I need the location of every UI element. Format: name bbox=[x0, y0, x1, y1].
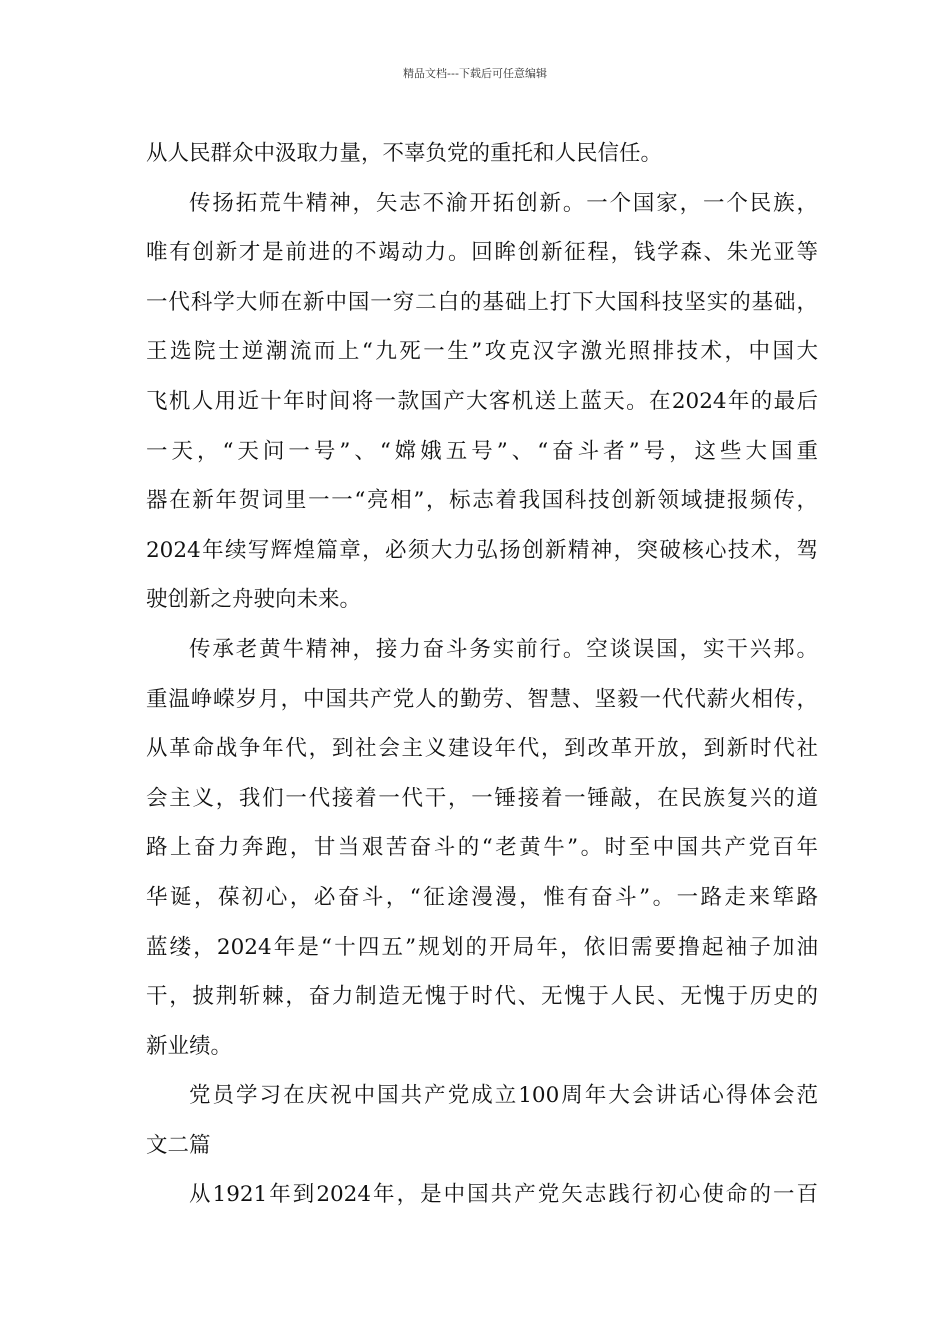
text-line: 器在新年贺词里一一“亮相”，标志着我国科技创新领域捷报频传， bbox=[146, 488, 818, 514]
page-header: 精品文档---下载后可任意编辑 bbox=[403, 67, 547, 80]
text-line: 蓝缕，2024年是“十四五”规划的开局年，依旧需要撸起袖子加油 bbox=[146, 934, 818, 960]
text-line: 干，披荆斩棘，奋力制造无愧于时代、无愧于人民、无愧于历史的 bbox=[146, 984, 818, 1010]
text-line: 一代科学大师在新中国一穷二白的基础上打下大国科技坚实的基础， bbox=[146, 289, 818, 315]
text-line: 从革命战争年代，到社会主义建设年代，到改革开放，到新时代社 bbox=[146, 736, 818, 762]
document-body bbox=[146, 129, 818, 1220]
text-line: 路上奋力奔跑，甘当艰苦奋斗的“老黄牛”。时至中国共产党百年 bbox=[146, 835, 818, 861]
text-line: 飞机人用近十年时间将一款国产大客机送上蓝天。在2024年的最后 bbox=[146, 388, 818, 414]
section-title-line: 文二篇 bbox=[146, 1132, 211, 1158]
text-line: 唯有创新才是前进的不竭动力。回眸创新征程，钱学森、朱光亚等 bbox=[146, 240, 818, 266]
text-line: 驶创新之舟驶向未来。 bbox=[146, 587, 362, 613]
paragraph-start-line: 传承老黄牛精神，接力奋斗务实前行。空谈误国，实干兴邦。 bbox=[189, 636, 818, 662]
section-title-line: 党员学习在庆祝中国共产党成立100周年大会讲话心得体会范 bbox=[189, 1083, 818, 1109]
text-line: 一天，“天问一号”、“嫦娥五号”、“奋斗者”号，这些大国重 bbox=[146, 438, 818, 464]
paragraph-start-line: 传扬拓荒牛精神，矢志不渝开拓创新。一个国家，一个民族， bbox=[189, 190, 818, 216]
text-line: 会主义，我们一代接着一代干，一锤接着一锤敲，在民族复兴的道 bbox=[146, 785, 818, 811]
paragraph-start-line: 从1921年到2024年，是中国共产党矢志践行初心使命的一百 bbox=[189, 1182, 818, 1208]
text-line: 新业绩。 bbox=[146, 1033, 233, 1059]
text-line: 华诞，葆初心，必奋斗，“征途漫漫，惟有奋斗”。一路走来筚路 bbox=[146, 884, 818, 910]
text-line: 从人民群众中汲取力量，不辜负党的重托和人民信任。 bbox=[146, 141, 663, 166]
text-line: 王选院士逆潮流而上“九死一生”攻克汉字激光照排技术，中国大 bbox=[146, 339, 818, 365]
text-line: 重温峥嵘岁月，中国共产党人的勤劳、智慧、坚毅一代代薪火相传， bbox=[146, 686, 818, 712]
text-line: 2024年续写辉煌篇章，必须大力弘扬创新精神，突破核心技术，驾 bbox=[146, 537, 818, 563]
